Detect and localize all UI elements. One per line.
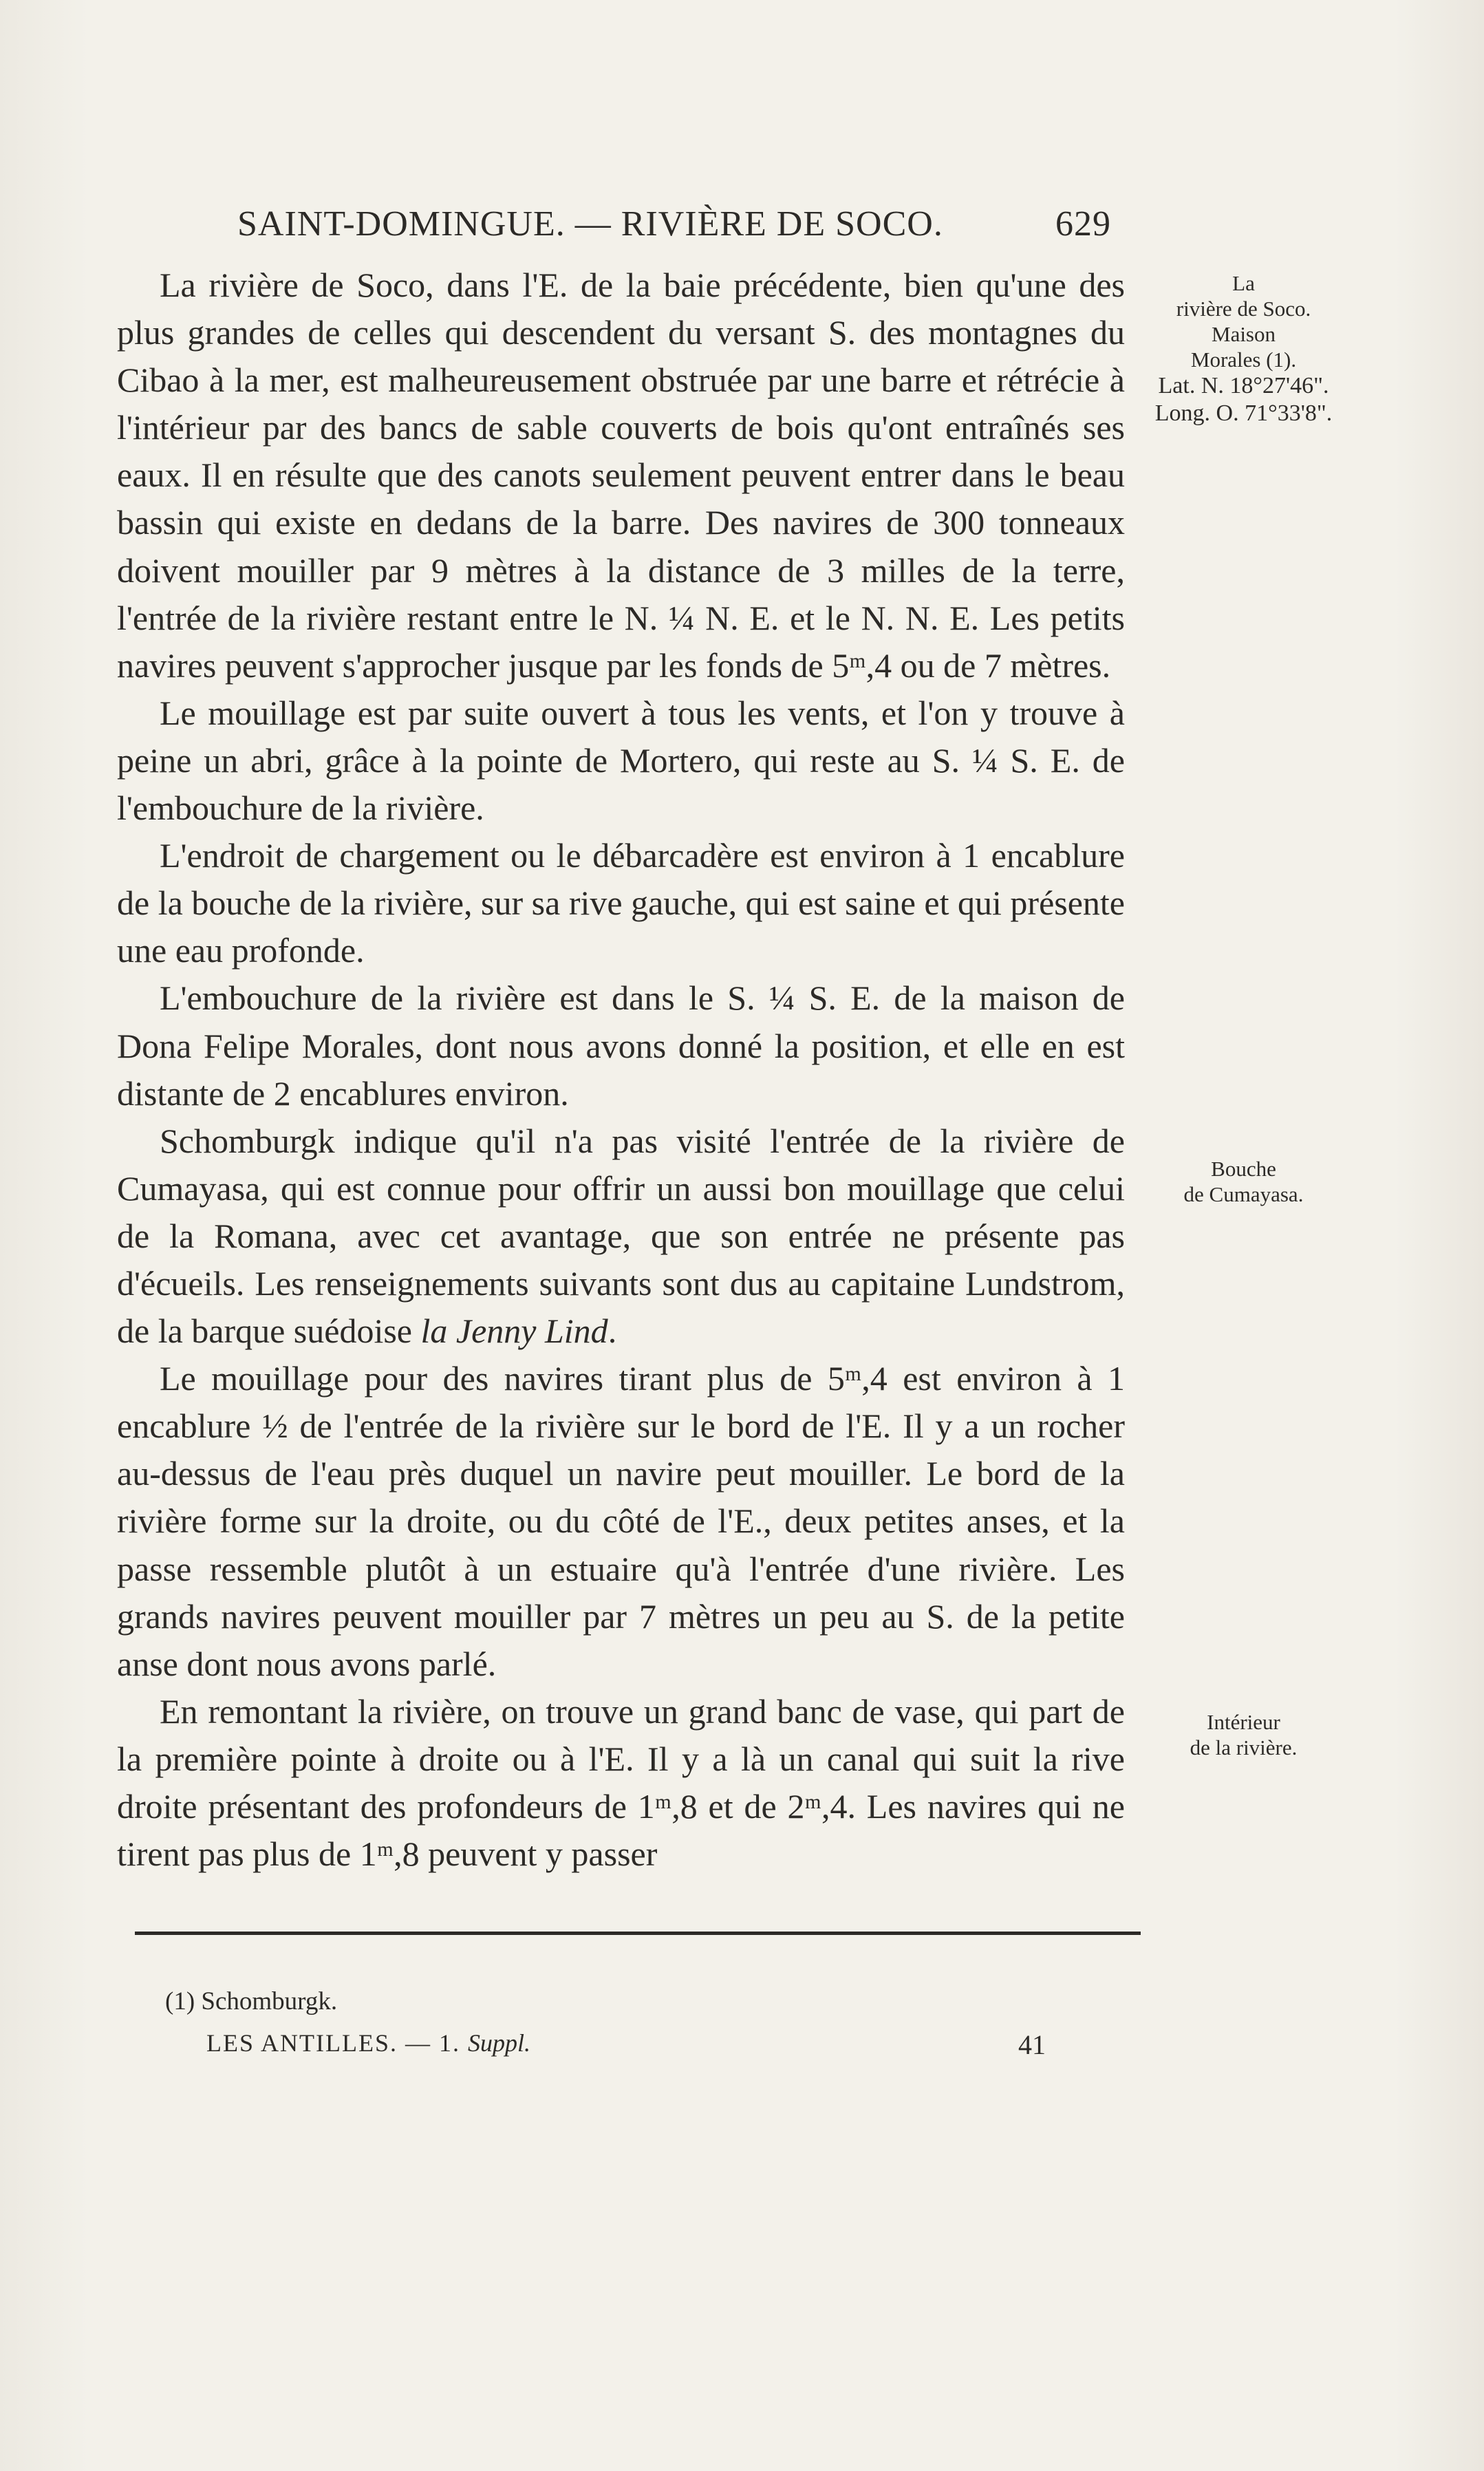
margin-note-interior — [1132, 1709, 1355, 1760]
margin-note-soco — [1132, 270, 1355, 427]
ship-name: la Jenny Lind — [420, 1312, 608, 1351]
paragraph-river-mouth: L'embouchure de la rivière est dans le S. ¼ S. E. de la maison de Dona Felipe Morales, dont nous avons donné la position, et elle en est distante de 2 encablures environ. — [117, 978, 1125, 1113]
series-suppl: Suppl. — [467, 2029, 530, 2057]
margin-note-line: rivière de Soco. — [1176, 297, 1311, 321]
paragraph-soco-river: La rivière de Soco, dans l'E. de la baie précédente, bien qu'une des plus grandes de celles qui descendent du versant S. des montagnes du Cibao à la mer, est malheureusement obstruée par une barre et rétrécie à l'intérieur par des bancs de sable couverts de bois qu'ont entraînés ses eaux. Il en résulte que des canots seulement peuvent entrer dans le beau bassin qui existe en dedans de la barre. Des navires de 300 tonneaux doivent mouiller par 9 mètres à la distance de 3 milles de la terre, l'entrée de la rivière restant entre le N. ¼ N. E. et le N. N. E. Les petits navires peuvent s'approcher jusque par les fonds de 5ᵐ,4 ou de 7 mètres. — [117, 266, 1125, 685]
margin-note-line: La — [1232, 271, 1255, 295]
main-text — [117, 261, 1125, 1878]
cumayasa-text-end: . — [607, 1312, 617, 1351]
margin-note-line: de la rivière. — [1190, 1735, 1298, 1759]
margin-note-line: Bouche — [1211, 1157, 1276, 1181]
footnote-rule — [135, 1932, 1141, 1935]
series-title: LES ANTILLES. — 1. — [206, 2029, 468, 2057]
sheet-signature: 41 — [1018, 2029, 1046, 2060]
running-title: SAINT-DOMINGUE. — RIVIÈRE DE SOCO. — [237, 204, 943, 244]
page-footer — [206, 2029, 1046, 2063]
page-number: 629 — [1055, 204, 1111, 244]
paragraph-anchorage: Le mouillage est par suite ouvert à tous les vents, et l'on y trouve à peine un abri, grâce à la pointe de Mortero, qui reste au S. ¼ S. E. de l'embouchure de la rivière. — [117, 693, 1125, 828]
footnote: (1) Schomburgk. — [165, 1987, 338, 2015]
paragraph-river-interior: En remontant la rivière, on trouve un grand banc de vase, qui part de la première pointe à droite ou à l'E. Il y a là un canal qui suit la rive droite présentant des profondeurs de 1ᵐ,8 et de 2ᵐ,4. Les navires qui ne tirent pas plus de 1ᵐ,8 peuvent y passer — [117, 1691, 1125, 1874]
margin-note-line: Maison — [1212, 322, 1276, 346]
paragraph-landing-place: L'endroit de chargement ou le débarcadère est environ à 1 encablure de la bouche de la rivière, sur sa rive gauche, qui est saine et qui présente une eau profonde. — [117, 836, 1125, 970]
series-signature — [206, 2029, 530, 2057]
margin-longitude: Long. O. 71°33'8". — [1154, 400, 1333, 426]
paragraph-cumayasa-anchorage: Le mouillage pour des navires tirant plus de 5ᵐ,4 est environ à 1 encablure ½ de l'entrée de la rivière sur le bord de l'E. Il y a un rocher au-dessus de l'eau près duquel un navire peut mouiller. Le bord de la rivière forme sur la droite, ou du côté de l'E., deux petites anses, et la passe ressemble plutôt à un estuaire qu'à l'entrée d'une rivière. Les grands navires peuvent mouiller par 7 mètres un peu au S. de la petite anse dont nous avons parlé. — [117, 1359, 1125, 1683]
cumayasa-text: Schomburgk indique qu'il n'a pas visité l'entrée de la rivière de Cumayasa, qui est connue pour offrir un aussi bon mouillage que celui de la Romana, avec cet avantage, que son entrée ne présente pas d'écueils. Les renseignements suivants sont dus au capitaine Lundstrom, de la barque suédoise — [117, 1121, 1125, 1351]
paragraph-cumayasa — [117, 1117, 1125, 1355]
running-header — [237, 204, 1111, 245]
margin-latitude: Lat. N. 18°27'46". — [1158, 373, 1329, 398]
margin-note-line: Intérieur — [1207, 1710, 1280, 1734]
margin-note-line: de Cumayasa. — [1183, 1182, 1304, 1206]
margin-note-line: Morales (1). — [1190, 347, 1297, 372]
margin-note-cumayasa — [1132, 1156, 1355, 1207]
